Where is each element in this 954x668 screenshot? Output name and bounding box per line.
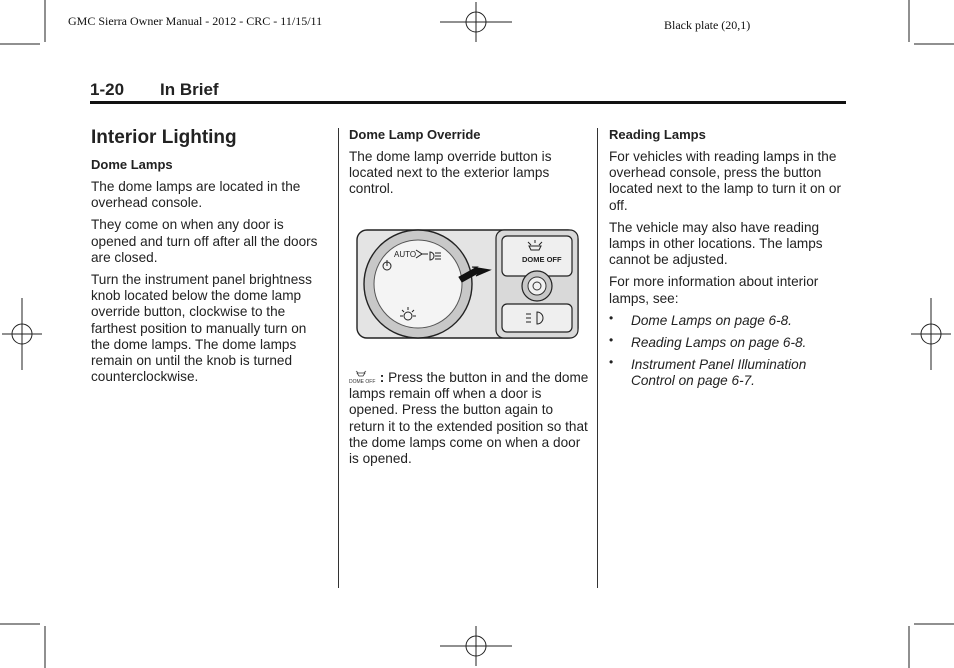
page-number: 1-20 — [90, 80, 125, 99]
header-plate: Black plate (20,1) — [664, 18, 751, 32]
reference-list — [609, 313, 845, 390]
column-left — [91, 127, 327, 391]
column-divider — [338, 128, 339, 588]
reference-link-dome-lamps[interactable]: • Dome Lamps on page 6-8. — [609, 313, 845, 329]
paragraph: The dome lamp override button is located next to the exterior lamps control. — [349, 149, 552, 197]
heading-interior-lighting: Interior Lighting — [91, 127, 237, 148]
column-middle — [349, 127, 589, 204]
paragraph: For vehicles with reading lamps in the overhead console, press the button located next to the lamp to turn it on or off. — [609, 149, 841, 213]
paragraph: The dome lamps are located in the overhead console. — [91, 179, 301, 211]
section-rule — [90, 101, 846, 104]
header-doc-info: GMC Sierra Owner Manual - 2012 - CRC - 11/15/11 — [68, 14, 323, 28]
dome-override-description — [349, 370, 589, 473]
reference-link-reading-lamps[interactable]: • Reading Lamps on page 6-8. — [609, 335, 845, 351]
paragraph: DOME OFF : Press the button in and the dome lamps remain off when a door is opened. Press the button again to return it to the extended position so that the dome lamps come on when a door is opened. — [349, 370, 589, 467]
paragraph: Turn the instrument panel brightness knob located below the dome lamp override button, clockwise to the farthest position to manually turn on the dome lamps. The dome lamps remain on until the knob is turned counterclockwise. — [91, 272, 312, 385]
subheading-reading-lamps: Reading Lamps — [609, 127, 706, 142]
dome-override-figure — [356, 226, 582, 344]
dome-override-body: Press the button in and the dome lamps remain off when a door is opened. Press the button again to return it to the extended position so that the dome lamps come on when a door is opened. — [349, 370, 589, 467]
paragraph: They come on when any door is opened and turn off after all the doors are closed. — [91, 217, 318, 265]
reference-link-instrument-panel-illumination[interactable]: • Instrument Panel Illumination Control on page 6-7. — [609, 357, 845, 389]
paragraph: The vehicle may also have reading lamps in other locations. The lamps cannot be adjusted. — [609, 219, 823, 268]
svg-text:DOME OFF: DOME OFF — [349, 379, 376, 384]
auto-label: AUTO — [394, 250, 417, 259]
subheading-dome-lamp-override: Dome Lamp Override — [349, 127, 481, 142]
dome-off-label: DOME OFF — [522, 255, 562, 264]
column-right — [609, 127, 845, 396]
dome-off-icon — [349, 370, 376, 384]
column-divider — [597, 128, 598, 588]
section-title: In Brief — [160, 80, 219, 99]
paragraph: For more information about interior lamps, see: — [609, 274, 819, 306]
subheading-dome-lamps: Dome Lamps — [91, 157, 173, 172]
